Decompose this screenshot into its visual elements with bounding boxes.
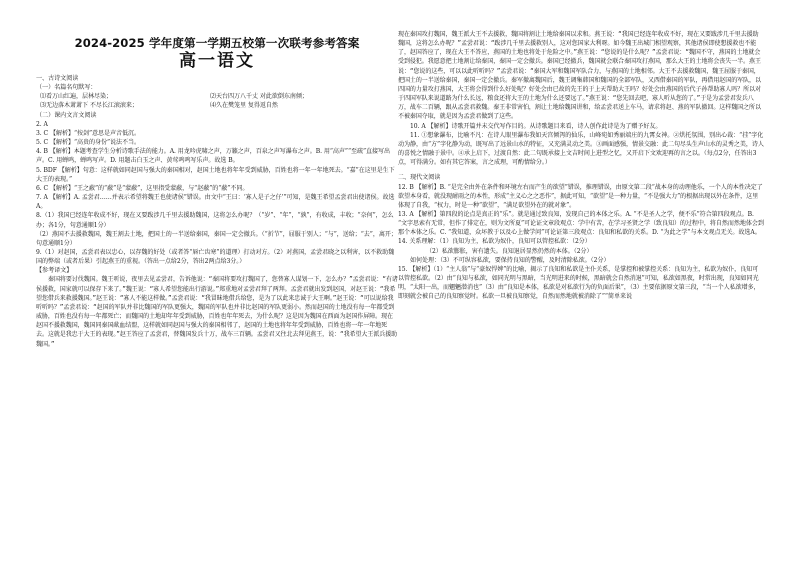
reference-translation-label: 【参考译文】 (36, 267, 73, 275)
answer-item: 14. 关系理解：（1）良知为主，私欲为奴仆，良知可以管控私欲：（2分） (398, 238, 591, 246)
answer-item: （2）私欲膨胀，害有遗失。良知退居显然仍然的本体。（2分） (426, 247, 593, 255)
subsection-heading: （二）课内文言文阅读 (36, 111, 97, 119)
poem-answer: ⑵天台四万八千丈 对此欲倒东南倾； (210, 93, 308, 101)
left-column (36, 36, 398, 554)
answer-item: 5. BDF 【解析】句意：这样就如同赵国与强大的秦国相对，赵国土地也将年年受到威胁，百姓也将一年一年地死去。“嘉”在这里是生下大王的表现。” (36, 166, 395, 183)
answer-item: 12. B 【解析】B. “是完全由外在条件和环境左右而产生的欲望”错误，推理错误，由原文第二段“战本身的动理他乐，一个人的本性决定了欲望本身看，就没现耐雨之的本性，形成“主义心之之恶作”，据此可知，“欲望”是一种力量，“不是强大力”的根据出现以外在条件，这里体现了自我，“权力，时是一种“欲望”，“满足欲望外在的就对象”。 (398, 183, 763, 209)
subsection-heading: （一）名篇名句默写： (36, 84, 97, 92)
document-title: 2024-2025 学年度第一学期五校第一次联考参考答案 (74, 36, 360, 50)
reference-translation-continued: 现在秦国攻打魏国，魏王派大王不去援救，魏国将割让土地给秦国以求和。燕王说：“我国已经连年收成不好，现在又要跋涉几千里去援助魏国，这将怎么办呢？”孟尝君说：“跋涉几千里去援救别人，这对您国家大利呀。如今魏王出城门相望观察，其他诸侯即使想援救也不能了，赵国答应了，现在大王不答应，燕国的土地也将处于危险之中。”燕王说：“您说的是什么呢？”孟尝君说：“魏国不守，燕国的土地就会受到侵犯。我愿意把土地割让给秦国，秦国一定会撤兵。秦国已经撤兵，魏国就会联合秦国攻打燕国，那么大王的土地将会丧失一半。燕王说：“您说的这些，可以以此听听吗？”孟尝君说：“秦国大军和魏国军队合力，与燕国的土地相邻。大王不去援救魏国，魏王屈服于秦国，把国土的一半送给秦国，秦国一定会撤兵。秦军撤离魏国后，魏王调集韩国和魏国的全部军队，又西借秦国的军队，再借用赵国的军队，以四国的力量攻打燕国，大王将会得到什么好处呢？好处会由已故的先王的于上天帮助大王吗？好处会由燕国的后代子孙帮助寡人吗？所以对于四国军队来说道路为什么长远，粮食还将大王的土地为什么还要远了。”燕王说：“您先回去吧，寡人听从您的了。”于是为孟尝君发兵八万，战车二百辆，跟从孟尝君救魏。秦王非常害怕，割让土地给魏国讲和，给孟尝君送上车马，请求将赵、燕的军队撤回。这样魏国之所以不被秦国夺取，就是因为孟尝君做到了这些。 (398, 31, 761, 121)
answer-item: 6. C 【解析】“王之蔽”的“蔽”是“蒙蔽”，这里指受蒙蔽，与“赵蔽”的“蔽”不同。 (36, 184, 249, 192)
answer-item: 5. C 【解析】“高贵的身份”说法不当。 (36, 139, 141, 147)
answer-item: 10. A 【解析】诗歌开篇并未交代写作目的。从诗歌题目来看，诗人创作此诗是为了赠予好友。 (410, 122, 662, 130)
answer-item: 7. A 【解析】A. 孟尝君……并表示希望将魏王也使诸侯”错误。由文中“王曰：‘寡人是子之仔’”可知，是魏王希望孟尝君出使诸侯。故选A。 (36, 194, 395, 211)
answer-item: 4. B 【解析】本题考查学生分析诗歌手法的能力。A. 用龙吟虎啸之声，万籁之声，百泉之声写瀑布之声。B. 用“高声”“至疏”直接写出声。C. 用蝉鸣，蝉鸣写声。D. 用题击白玉之声、黄莺鸣鸣写乐声。故选 B。 (36, 148, 391, 165)
answer-list (36, 120, 398, 267)
answer-item: 如何处理：（3）不可纵容私欲，要保持良知的警醒，及时清除私欲。（2分） (410, 256, 610, 264)
answer-item: 8.（1）我国已经连年收成不好，现在又要跋涉几千里去援助魏国，这将怎么办呢？（“岁”、“年”，“孰”，有收成，丰收；“奈何”，怎么办；各1分，句意通顺1分） (36, 212, 394, 229)
right-column (398, 30, 764, 555)
answer-item: 2. A (36, 120, 48, 128)
answer-item: 13. A 【解析】第四段的论点是真正的“乐”。就是通过致良知，发现自己的本体之乐。A. “不是圣人之学，便不乐”符合第四段观点。B. “文字思索有无常，但作了排定在，则为文所夏”可论证文章段观点：学中有苦，在学习圣贤之学（致良知）的过程中，将自然而然地体会到那个本体之乐。C. “我知道，众坏教于以及心上做学问”可论证第三段观点：良知和私欲的关系。D. “为此之学”与本文观点无关。故选A。 (398, 210, 764, 237)
section-heading: 二、现代文阅读 (398, 174, 441, 182)
poem-answers (36, 92, 398, 110)
reference-translation: 秦国将要讨伐魏国。魏王听说，夜里去见孟尝君，告诉他说：“秦国将要攻打魏国了，您替寡人谋划一下，怎么办？”孟尝君说：“有诸侯援救，国家就可以保存下来了。”魏王说：“寡人希望您能出行游说。”郑重地对孟尝君拜了两拜。孟尝君就出发到赵国，对赵王说：“我希望您借兵来救援魏国。”赵王说：“寡人不能这样做。”孟尝君说：“我冒昧地借兵给您，是为了以此来忠诚于大王啊。”赵王说：“可以说给我听听吗？”孟尝君说：“赵国的军队并非比魏国的军队更强大，魏国的军队也并非比赵国的军队更弱小。然而赵国的土地没有每一年都受到威胁，百姓也没有每一年都死亡；而魏国的土地却年年受到威胁，百姓也年年死去，为什么呢？这是因为魏国在西面为赵国作屏障。现在赵国不援救魏国，魏国同秦国歃血结盟，这样就如同赵国与强大的秦国相邻了，赵国的土地也将年年受到威胁，百姓也将一年一年地死去。这就是我忠于大王的表现。”赵王答应了孟尝君，替魏国发兵十万，战车三百辆。孟尝君又往北去拜见燕王，说：“我希望大王派兵援助魏国。” (36, 276, 398, 348)
section-heading: 一、古诗文阅读 (36, 75, 79, 82)
document-subtitle: 高一语文 (179, 51, 255, 71)
poem-answer: ⑶无边落木萧萧下 不尽长江滚滚来； (40, 102, 138, 110)
answer-item: 3. C 【解析】“按剑”意思是声音低沉。 (36, 129, 141, 137)
answer-item: 9.（1）对赵国，孟尝君表以忠心，以存魏的好处（或者答“唇亡齿寒”的道理）打动对方。（2）对燕国，孟尝君晓之以利害，以不救助魏国的弊端（或者后果）引起燕王的重视。（答出一点给2分，答出2两点给3分。） (36, 248, 395, 266)
answer-item: 15. 【解析】（1）“主人翁”与“豪奴悍婢”的比喻，揭示了良知和私欲是主仆关系，是掌控和被掌控关系：良知为主，私欲为奴仆，良知可以管控私欲。（2）由“良知与私欲，如同光明与黑暗，当光明进来的时候，黑暗就会自然消退”可知，私欲如黑夜，时常出现，良知如同光明，“太阳一出，而魍魉潜消也”（3）由“良知是本体，私欲是对私欲行为的负面后果”，（3）主要依据原文第三段，“当一个人私欲增多，即刻就会被自己的良知察觉时。私欲一旦被良知察觉，自然而然地就被消除了”“简单来说 (398, 265, 760, 301)
poem-answer: ⑷久在樊笼里 复得返自然 (210, 102, 278, 110)
answer-item: 11. ①想象瀑布，比喻不凡：在诗人眼里瀑布我如天宫倾泻的仙乐，山峰宛如秀丽端庄的九霄女神。②烘托氛围，别出心裁：“挂”字化动为静，由“方”字化静为动，既写出了远景山水的特征，又充满灵动之美。③画面感强，情景交融：此二句尽头生声山水的灵秀之美，诗人的喜悦之情融于景中。④承上启下，过渡自然：此二句既承接上文吉时间上进型之忆，又开启下文欢迎再的言之以。（每点2分，任答出3点，可得满分。如有其它答案，言之成理，可酌情给分。） (398, 131, 764, 167)
poem-answer: ⑴看万山红遍，层林尽染； (40, 93, 112, 101)
answer-item: （2）燕国不去援救魏国，魏王割去土地，把国土的一半送给秦国，秦国一定会撤兵。（“折节”，屈服于别人；“与”，送给；“去”，离开；句意通顺1分） (36, 230, 397, 247)
